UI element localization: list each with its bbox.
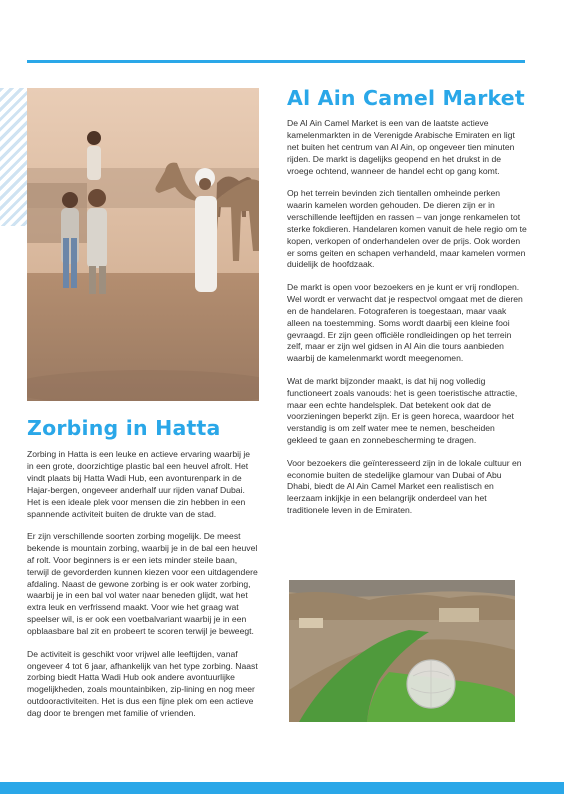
top-divider — [27, 60, 525, 63]
paragraph: Op het terrein bevinden zich tientallen omheinde perken waarin kamelen worden gehouden. De dieren zijn er in verschillende leeftijden en rassen – van jonge renkamelen tot sterke fokdieren. Handelaren komen vanuit de hele regio om te kopen, verkopen of onderhandelen over de prijs. Ook worden er soms geiten en schapen verhandeld, maar kamelen vormen duidelijk de hoofdzaak. — [287, 188, 527, 270]
camel-market-title: Al Ain Camel Market — [287, 86, 525, 110]
camel-market-text — [287, 118, 527, 528]
zorbing-photo — [289, 580, 515, 722]
paragraph: De Al Ain Camel Market is een van de laatste actieve kamelenmarkten in de Verenigde Arabische Emiraten en ligt net buiten het centrum van Al Ain, op ongeveer tien minuten rijden. De markt is dagelijks geopend en het drukst in de vroege ochtend, wanneer de handel echt op gang komt. — [287, 118, 515, 176]
zorbing-title: Zorbing in Hatta — [27, 416, 221, 440]
paragraph: Er zijn verschillende soorten zorbing mogelijk. De meest bekende is mountain zorbing, waarbij je in de bal een heuvel af rolt. Voor beginners is er een iets minder steile baan, terwijl de gevorderden kunnen kiezen voor een uitdagendere afdaling. Naast de gewone zorbing is er ook water zorbing, waarbij je in een bal vol water naar beneden glijdt, wat het extra leuk en verfrissend maakt. Voor wie het graag wat speelser wil, is er ook een voetbalvariant waarbij je in een opblaasbare bal zit en probeert te scoren terwijl je beweegt. — [27, 530, 258, 637]
paragraph: De activiteit is geschikt voor vrijwel alle leeftijden, vanaf ongeveer 4 tot 6 jaar, afhankelijk van het type zorbing. Naast zorbing biedt Hatta Wadi Hub ook andere avontuurlijke mogelijkheden, zoals mountainbiken, zip-lining en nog meer outdooractiviteiten. Het is dus een fijne plek om een actieve dag door te brengen met familie of vrienden. — [27, 648, 258, 719]
paragraph: Zorbing in Hatta is een leuke en actieve ervaring waarbij je in een grote, doorzichtige plastic bal een heuvel afrolt. Het vindt plaats bij Hatta Wadi Hub, een avonturenpark in de Hajar-bergen, ongeveer anderhalf uur rijden vanaf Dubai. Het is een ideale plek voor mensen die zin hebben in een spannende activiteit buiten de drukte van de stad. — [27, 449, 251, 519]
bottom-bar — [0, 782, 564, 794]
camel-market-photo — [27, 88, 259, 401]
paragraph: De markt is open voor bezoekers en je kunt er vrij rondlopen. Wel wordt er verwacht dat je respectvol omgaat met de dieren en de handelaren. Fotograferen is toegestaan, maar vaak alleen na toestemming. Soms wordt daarbij een kleine fooi gevraagd. Er zijn geen officiële rondleidingen op het terrein zelf, maar er zijn wel gidsen in Al Ain die tours aanbieden waarbij de kamelenmarkt wordt meegenomen. — [287, 281, 523, 364]
paragraph: Voor bezoekers die geïnteresseerd zijn in de lokale cultuur en economie buiten de stedelijke glamour van Dubai of Abu Dhabi, biedt de Al Ain Camel Market een realistisch en leerzaam inkijkje in een belangrijk onderdeel van het traditionele leven in de Emiraten. — [287, 457, 522, 516]
paragraph: Wat de markt bijzonder maakt, is dat hij nog volledig functioneert zoals vanouds: het is geen toeristische attractie, maar een echte handelsplek. Dat betekent ook dat de voorzieningen beperkt zijn. Er is geen horeca, waardoor het verstandig is om zelf water mee te nemen, bescheiden gekleed te gaan en zonnebescherming te dragen. — [287, 375, 518, 446]
zorbing-text — [27, 449, 259, 731]
